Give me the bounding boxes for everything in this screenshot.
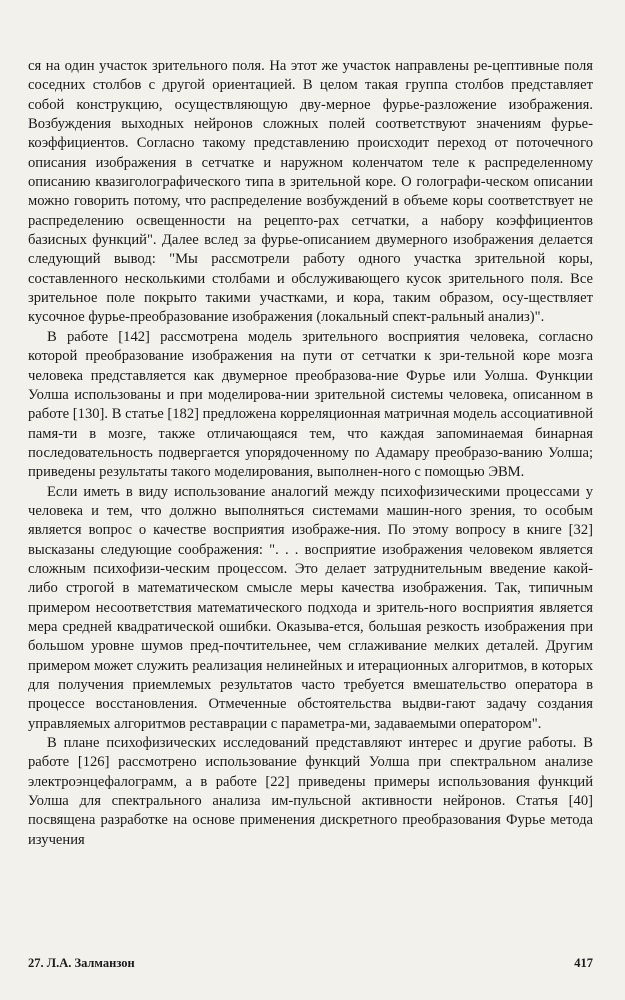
paragraph-psychophysics: В плане психофизических исследований представляют интерес и другие работы. В работе [126] рассмотрено использование функций Уолша при спектральном анализе электроэнцефалограмм, а в работе [22] приведены примеры использования функций Уолша для спектрального анализа им-пульсной активности нейронов. Статья [40] посвящена разработке на основе применения дискретного преобразования Фурье метода изучения xyxy=(28,735,593,848)
page-number: 417 xyxy=(574,956,593,970)
paragraph-continuation: ся на один участок зрительного поля. На этот же участок направлены ре-цептивные поля соседних столбов с другой ориентацией. В целом такая группа столбов представляет собой конструкцию, осуществляющую дву-мерное фурье-разложение изображения. Возбуждения выходных нейронов сложных полей соответствуют значениям фурье-коэффициентов. Согласно такому представлению происходит переход от поточечного описания изображения в сетчатке и наружном коленчатом теле к распределенному описанию квазиголографического типа в зрительной коре. О голографи-ческом описании можно говорить потому, что распределение возбуждений в объеме коры соответствует не распределению освещенности на рецепто-рах сетчатки, а набору коэффициентов базисных функций". Далее вслед за фурье-описанием двумерного изображения делается следующий вывод: "Мы рассмотрели работу одного участка зрительной коры, составленного несколькими столбами и обслуживающего кусок зрительного поля. Все зрительное поле покрыто такими участками, и кора, таким образом, осу-ществляет кусочное фурье-преобразование изображения (локальный спект-ральный анализ)". xyxy=(28,58,593,326)
signature-mark: 27. Л.А. Залманзон xyxy=(28,956,135,970)
paragraph-image-quality: Если иметь в виду использование аналогий между психофизическими процессами у человека и тем, что должно выполняться системами машин-ного зрения, то особым является вопрос о качестве восприятия изображе-ния. По этому вопросу в книге [32] высказаны следующие соображения: ". . . восприятие изображения человеком является сложным психофизи-ческим процессом. Это делает затруднительным введение какой-либо строгой в математическом смысле меры качества изображения. Так, типичным примером несоответствия математического подхода и зритель-ного восприятия является мера средней квадратической ошибки. Оказыва-ется, большая резкость изображения при большом уровне шумов пред-почтительнее, чем сглаживание мелких деталей. Другим примером может служить реализация нелинейных и итерационных алгоритмов, в которых для получения приемлемых результатов часто требуется вмешательство оператора в процессе восстановления. Отмеченные обстоятельства выдви-гают задачу создания управляемых алгоритмов реставрации с параметра-ми, задаваемыми оператором". xyxy=(28,483,593,732)
paragraph-walsh-model: В работе [142] рассмотрена модель зрительного восприятия человека, согласно которой преобразование изображения на пути от сетчатки к зри-тельной коре мозга человека представляется как двумерное преобразова-ние Фурье или Уолша. Функции Уолша использованы и при моделирова-нии зрительной системы человека, описанном в работе [130]. В статье [182] предложена корреляционная матричная модель ассоциативной памя-ти в мозге, также отличающаяся тем, что каждая запоминаемая бинарная последовательность подвергается упорядоченному по Адамару преобразо-ванию Уолша; приведены результаты такого моделирования, выполнен-ного с помощью ЭВМ. xyxy=(28,328,594,481)
page-footer xyxy=(28,956,593,971)
body-text xyxy=(28,57,593,850)
